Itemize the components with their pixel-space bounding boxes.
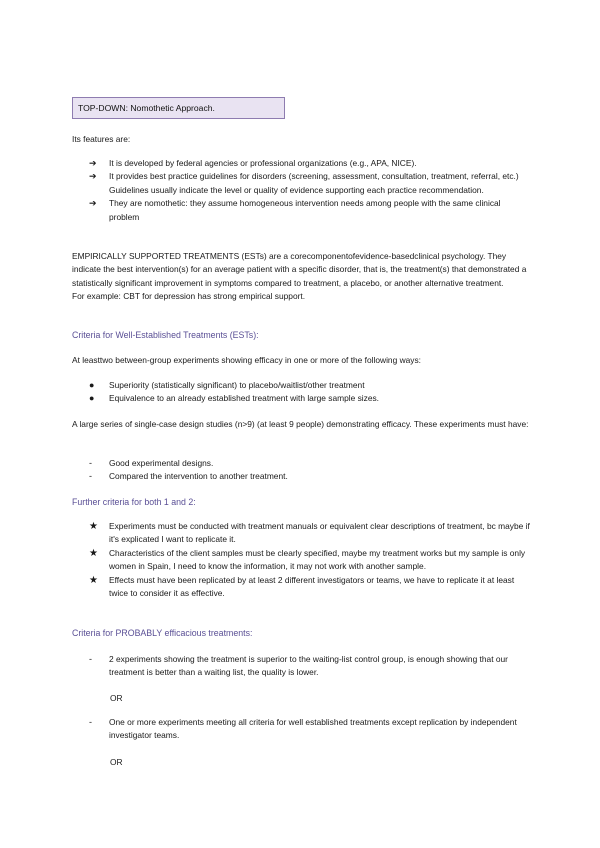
est-paragraph: EMPIRICALLY SUPPORTED TREATMENTS (ESTs) are a corecomponentofevidence-basedclinical psychology. They indicate the best intervention(s) for an average patient with a specific disorder, that is, the treatment(s) that demonstrated a statistically significant improvement in symptoms compared to treatment, a placebo, or another alternative treatment. xyxy=(72,251,527,288)
probably-heading-block xyxy=(72,627,532,640)
further-heading-block xyxy=(72,496,532,509)
dot-bullet-icon: ● xyxy=(89,393,95,404)
or-label-2: OR xyxy=(110,757,123,767)
criteria-2-list-block xyxy=(72,457,532,484)
criteria-2-list xyxy=(72,457,532,484)
list-item: - Compared the intervention to another treatment. xyxy=(72,470,532,483)
probably-heading: Criteria for PROBABLY efficacious treatments: xyxy=(72,628,253,638)
criteria-1-list xyxy=(72,379,532,406)
features-list-block xyxy=(72,157,532,224)
list-item: ★ Experiments must be conducted with treatment manuals or equivalent clear descriptions of treatment, bc maybe if it's explicated I want to replicate it. xyxy=(89,521,530,545)
features-list xyxy=(72,157,532,224)
list-item: - One or more experiments meeting all criteria for well established treatments except replication by independent investigator teams. xyxy=(89,717,517,741)
list-item: - 2 experiments showing the treatment is superior to the waiting-list control group, is enough showing that our treatment is better than a waiting list, the quality is lower. xyxy=(89,654,508,678)
arrow-bullet-icon: ➔ xyxy=(89,198,97,209)
est-paragraph-block xyxy=(72,250,532,304)
arrow-bullet-icon: ➔ xyxy=(89,158,97,168)
criteria-1-list-block xyxy=(72,379,532,406)
star-bullet-icon: ★ xyxy=(89,547,98,559)
est-example: For example: CBT for depression has strong empirical support. xyxy=(72,291,306,302)
dash-bullet-icon: - xyxy=(89,458,92,468)
probably-item-1-block xyxy=(72,653,532,680)
criteria-well-heading: Criteria for Well-Established Treatments (ESTs): xyxy=(72,330,259,340)
further-list xyxy=(72,520,532,600)
probably-list-1 xyxy=(72,653,532,680)
list-item: ● Superiority (statistically significant) to placebo/waitlist/other treatment xyxy=(72,379,532,392)
criteria-2-intro-block xyxy=(72,418,532,431)
list-item: - Good experimental designs. xyxy=(72,457,532,470)
list-item: ★ Effects must have been replicated by at least 2 different investigators or teams, we have to replicate it at least twice to consider it as effective. xyxy=(89,574,515,599)
list-item: ● Equivalence to an already established treatment with large sample sizes. xyxy=(72,392,532,405)
list-item: ★ Characteristics of the client samples must be clearly specified, maybe my treatment works but my sample is only women in Spain, I need to know the information, it may not work with another sample. xyxy=(89,547,526,572)
arrow-bullet-icon: ➔ xyxy=(89,171,97,182)
criteria-1-intro: At leasttwo between-group experiments showing efficacy in one or more of the following ways: xyxy=(72,355,421,365)
list-item: ➔ It provides best practice guidelines for disorders (screening, assessment, consultation, treatment, referral, etc.) Guidelines usually indicate the level or quality of evidence supporting each practice recommendation. xyxy=(89,171,519,195)
criteria-1-intro-block xyxy=(72,354,532,367)
further-heading: Further criteria for both 1 and 2: xyxy=(72,497,196,507)
criteria-well-heading-block xyxy=(72,329,532,342)
list-item: ➔ They are nomothetic: they assume homogeneous intervention needs among people with the same clinical problem xyxy=(89,198,501,222)
section-heading: TOP-DOWN: Nomothetic Approach. xyxy=(78,103,215,113)
dash-bullet-icon: - xyxy=(89,717,92,727)
features-intro-block xyxy=(72,133,532,146)
probably-item-2-block xyxy=(72,716,532,743)
dash-bullet-icon: - xyxy=(89,471,92,482)
dash-bullet-icon: - xyxy=(89,654,92,664)
features-intro: Its features are: xyxy=(72,134,131,144)
list-item: ➔ It is developed by federal agencies or professional organizations (e.g., APA, NICE). xyxy=(72,157,532,170)
or-label-1: OR xyxy=(110,693,123,703)
criteria-2-intro: A large series of single-case design studies (n>9) (at least 9 people) demonstrating efficacy. These experiments must have: xyxy=(72,419,529,429)
further-list-block xyxy=(72,520,532,600)
probably-list-2 xyxy=(72,716,532,743)
star-bullet-icon: ★ xyxy=(89,521,98,532)
dot-bullet-icon: ● xyxy=(89,380,95,390)
star-bullet-icon: ★ xyxy=(89,574,98,586)
section-heading-box xyxy=(72,97,285,119)
